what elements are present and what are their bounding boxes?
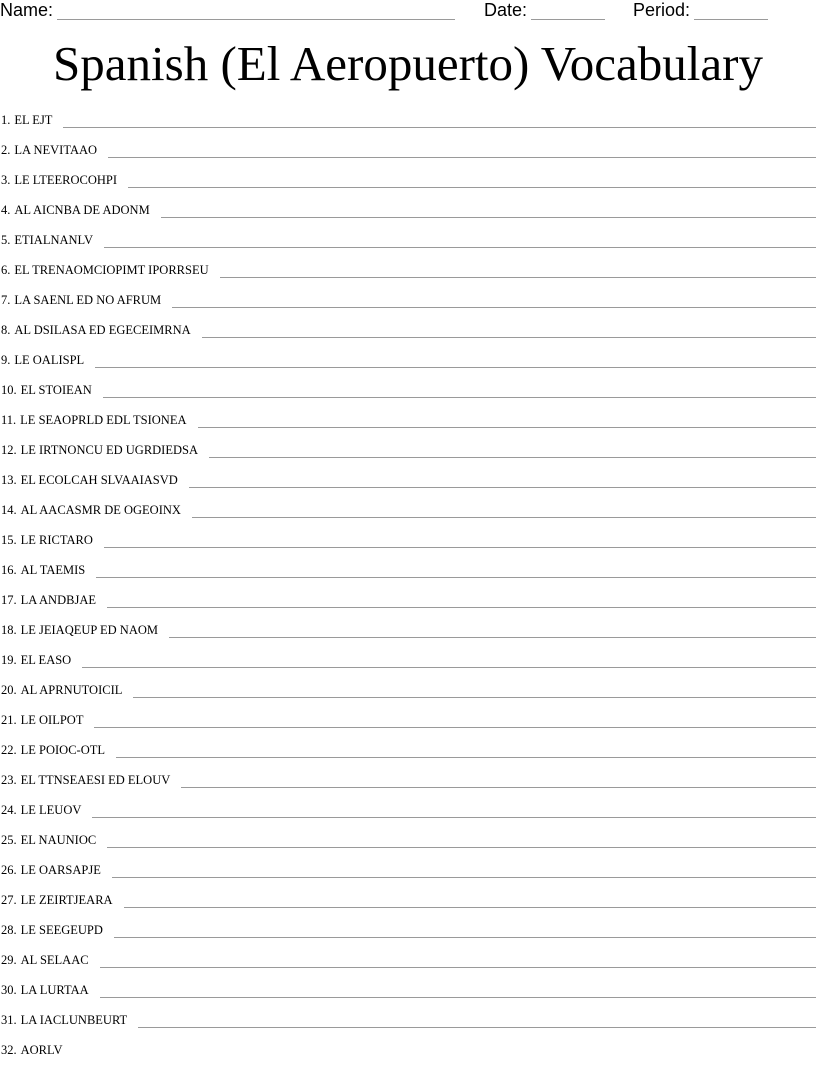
vocab-item — [0, 171, 816, 201]
scrambled-word: LE OILPOT — [17, 711, 84, 729]
item-number: 27. — [0, 891, 17, 909]
answer-line[interactable] — [92, 801, 816, 818]
vocab-item — [0, 1041, 816, 1071]
vocab-item — [0, 501, 816, 531]
vocab-item — [0, 381, 816, 411]
answer-line[interactable] — [198, 411, 816, 428]
item-number: 4. — [0, 201, 10, 219]
answer-line[interactable] — [108, 141, 816, 158]
vocab-item — [0, 771, 816, 801]
scrambled-word: AL TAEMIS — [17, 561, 86, 579]
answer-line[interactable] — [103, 381, 816, 398]
item-number: 26. — [0, 861, 17, 879]
answer-line[interactable] — [107, 591, 816, 608]
scrambled-word: EL NAUNIOC — [17, 831, 97, 849]
answer-line[interactable] — [63, 111, 816, 128]
scrambled-word: EL STOIEAN — [17, 381, 92, 399]
vocab-item — [0, 891, 816, 921]
vocab-item — [0, 921, 816, 951]
name-field — [0, 0, 455, 20]
vocab-item — [0, 981, 816, 1011]
item-number: 30. — [0, 981, 17, 999]
scrambled-word: LA ANDBJAE — [17, 591, 96, 609]
item-number: 17. — [0, 591, 17, 609]
item-number: 20. — [0, 681, 17, 699]
vocab-item — [0, 141, 816, 171]
scrambled-word: LE JEIAQEUP ED NAOM — [17, 621, 158, 639]
answer-line[interactable] — [128, 171, 816, 188]
scrambled-word: LA SAENL ED NO AFRUM — [10, 291, 161, 309]
vocab-item — [0, 831, 816, 861]
item-number: 12. — [0, 441, 17, 459]
item-number: 18. — [0, 621, 17, 639]
vocab-item — [0, 801, 816, 831]
scrambled-word: AL DSILASA ED EGECEIMRNA — [10, 321, 190, 339]
date-label: Date: — [484, 0, 527, 20]
answer-line[interactable] — [172, 291, 816, 308]
answer-line[interactable] — [104, 231, 816, 248]
scrambled-word: LE OARSAPJE — [17, 861, 101, 879]
item-number: 16. — [0, 561, 17, 579]
item-number: 5. — [0, 231, 10, 249]
answer-line[interactable] — [189, 471, 816, 488]
answer-line[interactable] — [169, 621, 816, 638]
period-input-line[interactable] — [694, 3, 768, 20]
answer-line[interactable] — [112, 861, 816, 878]
period-field — [633, 0, 768, 20]
answer-line[interactable] — [202, 321, 816, 338]
vocab-item — [0, 261, 816, 291]
vocab-item — [0, 741, 816, 771]
item-number: 29. — [0, 951, 17, 969]
item-number: 25. — [0, 831, 17, 849]
vocab-item — [0, 291, 816, 321]
vocab-item — [0, 711, 816, 741]
vocab-item — [0, 201, 816, 231]
date-field — [484, 0, 605, 20]
scrambled-word: LE IRTNONCU ED UGRDIEDSA — [17, 441, 198, 459]
item-number: 1. — [0, 111, 10, 129]
scrambled-word: LE ZEIRTJEARA — [17, 891, 113, 909]
answer-line[interactable] — [116, 741, 816, 758]
vocab-item — [0, 441, 816, 471]
vocab-item — [0, 591, 816, 621]
vocab-item — [0, 231, 816, 261]
vocab-item — [0, 681, 816, 711]
period-label: Period: — [633, 0, 690, 20]
vocab-item — [0, 621, 816, 651]
answer-line[interactable] — [82, 651, 816, 668]
answer-line[interactable] — [124, 891, 816, 908]
item-number: 11. — [0, 411, 16, 429]
scrambled-word: EL EJT — [10, 111, 52, 129]
vocab-item — [0, 471, 816, 501]
item-number: 14. — [0, 501, 17, 519]
scrambled-word: EL TTNSEAESI ED ELOUV — [17, 771, 171, 789]
item-number: 23. — [0, 771, 17, 789]
vocab-item — [0, 651, 816, 681]
item-number: 3. — [0, 171, 10, 189]
answer-line[interactable] — [100, 981, 816, 998]
item-number: 6. — [0, 261, 10, 279]
vocab-item — [0, 861, 816, 891]
answer-line[interactable] — [94, 711, 816, 728]
item-number: 7. — [0, 291, 10, 309]
scrambled-word: LE SEEGEUPD — [17, 921, 103, 939]
vocab-item — [0, 351, 816, 381]
answer-line[interactable] — [161, 201, 816, 218]
vocab-item — [0, 951, 816, 981]
scrambled-word: LE RICTARO — [17, 531, 93, 549]
scrambled-word: LA IACLUNBEURT — [17, 1011, 128, 1029]
scrambled-word: ETIALNANLV — [10, 231, 93, 249]
item-number: 31. — [0, 1011, 17, 1029]
name-label: Name: — [0, 0, 53, 20]
vocab-item — [0, 411, 816, 441]
vocab-item — [0, 111, 816, 141]
item-number: 9. — [0, 351, 10, 369]
worksheet-header — [0, 0, 816, 24]
answer-line[interactable] — [96, 561, 816, 578]
answer-line[interactable] — [100, 951, 816, 968]
answer-line[interactable] — [104, 531, 816, 548]
answer-line[interactable] — [192, 501, 816, 518]
scrambled-word: LA LURTAA — [17, 981, 89, 999]
scrambled-word: AORLV — [17, 1041, 63, 1059]
date-input-line[interactable] — [531, 3, 605, 20]
scrambled-word: AL AICNBA DE ADONM — [10, 201, 149, 219]
answer-line[interactable] — [133, 681, 816, 698]
scrambled-word: EL EASO — [17, 651, 72, 669]
answer-line[interactable] — [220, 261, 816, 278]
answer-line[interactable] — [107, 831, 816, 848]
answer-line[interactable] — [181, 771, 816, 788]
scrambled-word: LE LTEEROCOHPI — [10, 171, 117, 189]
scrambled-word: LE LEUOV — [17, 801, 82, 819]
scrambled-word: EL ECOLCAH SLVAAIASVD — [17, 471, 178, 489]
scrambled-word: LE POIOC-OTL — [17, 741, 105, 759]
answer-line[interactable] — [114, 921, 816, 938]
vocabulary-list — [0, 111, 816, 1071]
item-number: 28. — [0, 921, 17, 939]
item-number: 19. — [0, 651, 17, 669]
item-number: 24. — [0, 801, 17, 819]
scrambled-word: AL SELAAC — [17, 951, 89, 969]
scrambled-word: AL APRNUTOICIL — [17, 681, 123, 699]
scrambled-word: LE SEAOPRLD EDL TSIONEA — [16, 411, 186, 429]
item-number: 13. — [0, 471, 17, 489]
answer-line[interactable] — [95, 351, 816, 368]
item-number: 2. — [0, 141, 10, 159]
answer-line[interactable] — [138, 1011, 816, 1028]
item-number: 8. — [0, 321, 10, 339]
item-number: 10. — [0, 381, 17, 399]
scrambled-word: EL TRENAOMCIOPIMT IPORRSEU — [10, 261, 208, 279]
scrambled-word: LE OALISPL — [10, 351, 84, 369]
name-input-line[interactable] — [57, 3, 455, 20]
answer-line[interactable] — [209, 441, 816, 458]
item-number: 15. — [0, 531, 17, 549]
vocab-item — [0, 1011, 816, 1041]
scrambled-word: LA NEVITAAO — [10, 141, 97, 159]
vocab-item — [0, 321, 816, 351]
page-title: Spanish (El Aeropuerto) Vocabulary — [0, 36, 816, 92]
vocab-item — [0, 561, 816, 591]
scrambled-word: AL AACASMR DE OGEOINX — [17, 501, 181, 519]
item-number: 22. — [0, 741, 17, 759]
item-number: 32. — [0, 1041, 17, 1059]
vocab-item — [0, 531, 816, 561]
item-number: 21. — [0, 711, 17, 729]
